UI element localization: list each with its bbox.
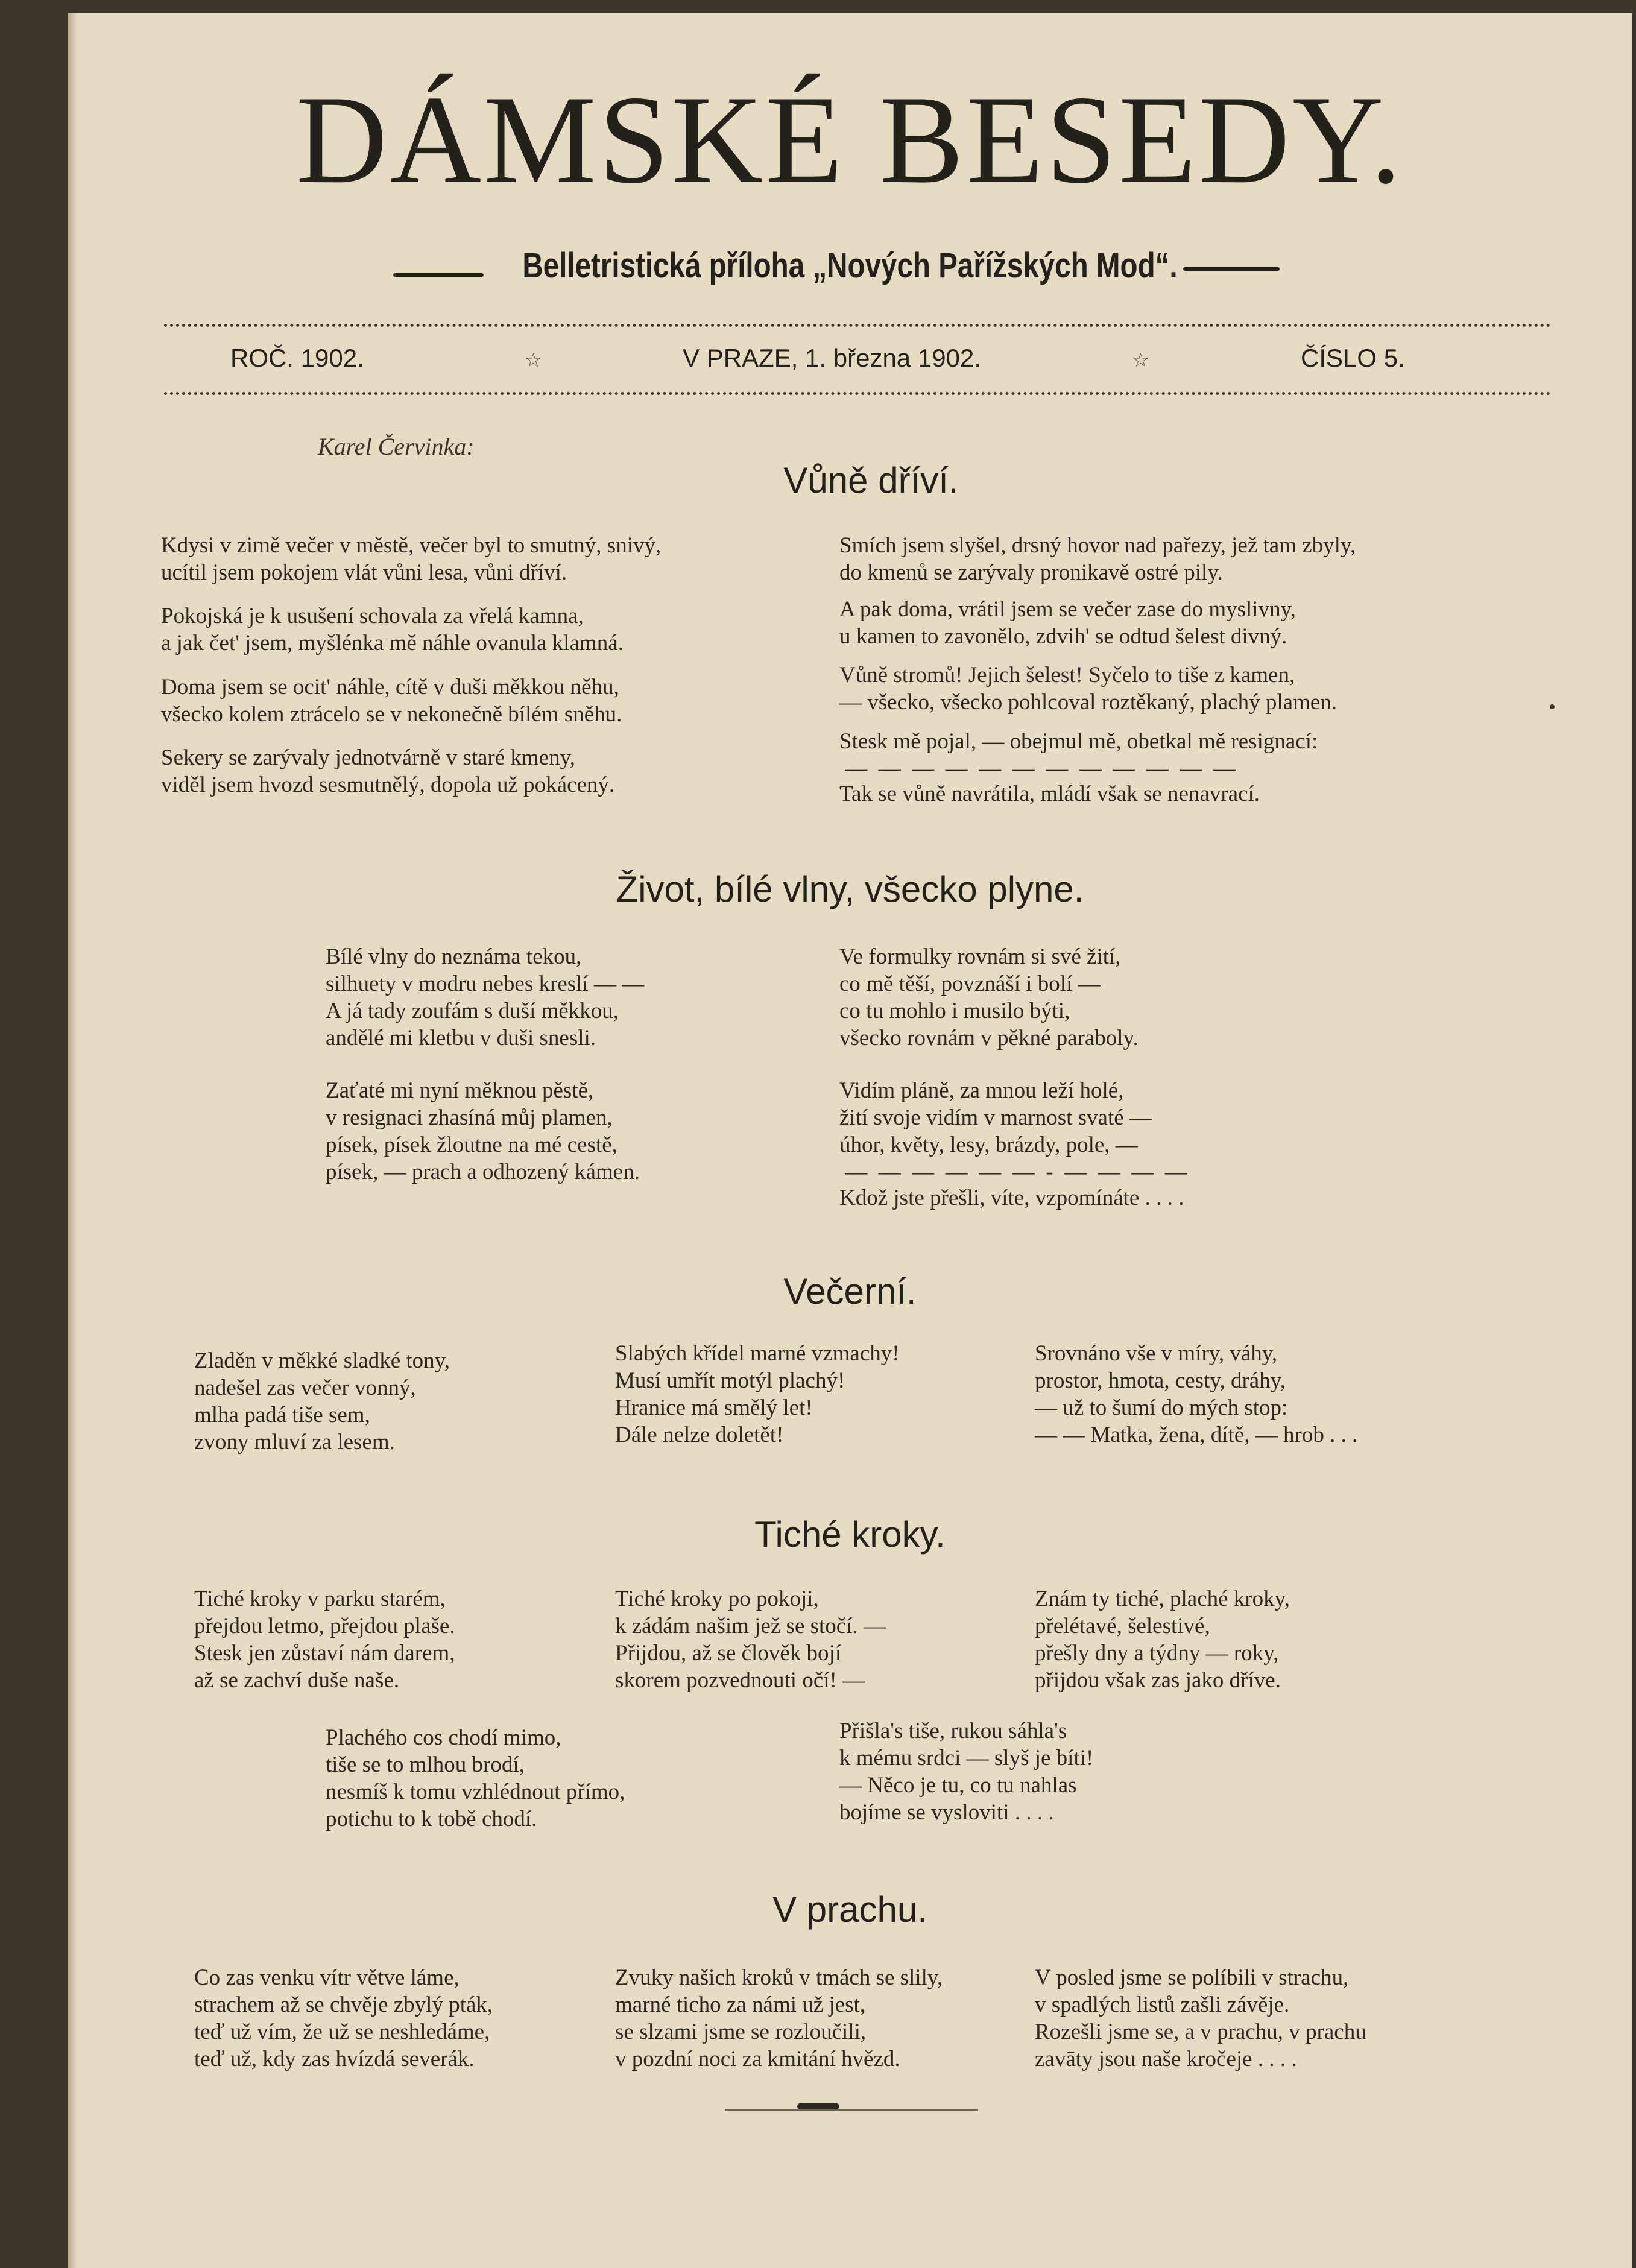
- issue-number: ČÍSLO 5.: [1301, 344, 1405, 372]
- stanza: Co zas venku vítr větve láme, strachem až se chvěje zbylý pták, teď už vím, že už se neshledáme, teď už, kdy zas hvízdá severák.: [194, 1965, 493, 2071]
- poem-title-v-prachu: V prachu.: [772, 1889, 927, 1930]
- stanza: Stesk mě pojal, — obejmul mě, obetkal mě resignací: — — — — — — — — — — — —: [839, 729, 1318, 781]
- stanza: Tak se vůně navrátila, mládí však se nenavrací.: [839, 782, 1260, 806]
- stanza: Doma jsem se ocit' náhle, cítě v duši měkkou něhu, všecko kolem ztrácelo se v nekonečně bílém sněhu.: [161, 675, 622, 727]
- stanza: Tiché kroky po pokoji, k zádám našim jež se stočí. — Přijdou, až se člověk bojí skorem pozvednouti očí! —: [615, 1587, 886, 1693]
- closing-ornament-line: [725, 2109, 978, 2111]
- stanza: Sekery se zarývaly jednotvárně v staré kmeny, viděl jsem hvozd sesmutnělý, dopola už pokácený.: [161, 745, 615, 797]
- issue-year: ROČ. 1902.: [230, 344, 364, 372]
- stanza: Zaťaté mi nyní měknou pěstě, v resignaci zhasíná můj plamen, písek, písek žloutne na mé cestě, písek, — prach a odhozený kámen.: [326, 1078, 640, 1184]
- stanza: Slabých křídel marné vzmachy! Musí umřít motýl plachý! Hranice má smělý let! Dále nelze doletět!: [615, 1341, 900, 1447]
- stanza: Bílé vlny do neznáma tekou, silhuety v modru nebes kreslí — — A já tady zoufám s duší měkkou, andělé mi kletbu v duši snesli.: [326, 944, 645, 1050]
- poem-title-vune-drivi: Vůně dříví.: [783, 460, 959, 501]
- stanza: V posled jsme se políbili v strachu, v spadlých listů zašli závěje. Rozešli jsme se, a v prachu, v prachu zavāty jsou naše kročeje . . . .: [1035, 1965, 1366, 2071]
- stanza: Smích jsem slyšel, drsný hovor nad pařezy, jež tam zbyly, do kmenů se zarývaly pronikavě ostré pily.: [839, 533, 1356, 585]
- issue-place-date: V PRAZE, 1. března 1902.: [683, 344, 981, 372]
- stanza: Pokojská je k usušení schovala za vřelá kamna, a jak čet' jsem, myšlénka mě náhle ovanula klamná.: [161, 604, 624, 655]
- poem-title-vecerni: Večerní.: [783, 1271, 917, 1312]
- stanza: A pak doma, vrátil jsem se večer zase do myslivny, u kamen to zavonělo, zdvih' se odtud šelest divný.: [839, 597, 1296, 649]
- stanza: Tiché kroky v parku starém, přejdou letmo, přejdou plaše. Stesk jen zůstaví nám darem, až se zachví duše naše.: [194, 1587, 455, 1693]
- newspaper-page: [68, 13, 1632, 2268]
- star-icon: ☆: [525, 349, 542, 371]
- poem-title-tiche-kroky: Tiché kroky.: [754, 1514, 946, 1555]
- stanza: Plachého cos chodí mimo, tiše se to mlhou brodí, nesmíš k tomu vzhlédnout přímo, potichu to k tobě chodí.: [326, 1725, 625, 1831]
- closing-ornament-mark: [797, 2103, 839, 2109]
- stanza: Srovnáno vše v míry, váhy, prostor, hmota, cesty, dráhy, — už to šumí do mých stop: — — Matka, žena, dítě, — hrob . . .: [1035, 1341, 1358, 1447]
- stanza: Vůně stromů! Jejich šelest! Syčelo to tiše z kamen, — všecko, všecko pohlcoval roztěkaný, plachý plamen.: [839, 663, 1338, 715]
- stanza: Přišla's tiše, rukou sáhla's k mému srdci — slyš je bíti! — Něco je tu, co tu nahlas bojíme se vysloviti . . . .: [839, 1719, 1094, 1825]
- star-icon: ☆: [1132, 349, 1149, 371]
- stanza: Kdysi v zimě večer v městě, večer byl to smutný, snivý, ucítil jsem pokojem vlát vůni lesa, vůni dříví.: [161, 533, 662, 585]
- masthead-title: DÁMSKÉ BESEDY.: [295, 70, 1404, 210]
- ink-speck: [1550, 704, 1555, 709]
- issue-rule-top: [164, 324, 1551, 327]
- subtitle-dash-right: [1183, 267, 1280, 271]
- issue-rule-bottom: [164, 392, 1551, 395]
- poem-author: Karel Červinka:: [318, 433, 475, 460]
- stanza: Ve formulky rovnám si své žití, co mě těší, povznáší i bolí — co tu mohlo i musilo býti, všecko rovnám v pěkné paraboly.: [839, 944, 1139, 1050]
- stanza: Zladěn v měkké sladké tony, nadešel zas večer vonný, mlha padá tiše sem, zvony mluví za lesem.: [194, 1348, 450, 1455]
- stanza: Kdož jste přešli, víte, vzpomínáte . . . .: [839, 1186, 1184, 1210]
- poem-title-zivot: Život, bílé vlny, všecko plyne.: [616, 869, 1084, 909]
- stanza: Zvuky našich kroků v tmách se slily, marné ticho za námi už jest, se slzami jsme se rozloučili, v pozdní noci za kmitání hvězd.: [615, 1965, 943, 2071]
- stanza: Znám ty tiché, plaché kroky, přelétavé, šelestivé, přešly dny a týdny — roky, přijdou však zas jako dříve.: [1035, 1587, 1290, 1693]
- masthead-subtitle: Belletristická příloha „Nových Pařížských Mod“.: [522, 246, 1178, 285]
- stanza: Vidím pláně, za mnou leží holé, žití svoje vidím v marnost svaté — úhor, květy, lesy, brázdy, pole, — — — — — — — - — — — —: [839, 1078, 1187, 1184]
